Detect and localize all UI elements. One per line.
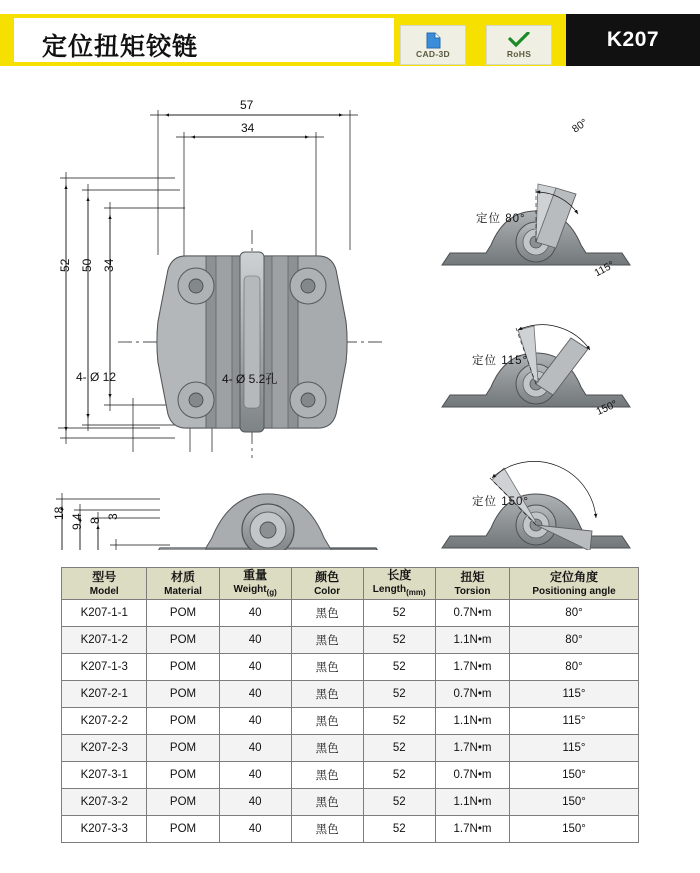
cell-weight: 40 <box>219 708 291 735</box>
cell-model: K207-3-3 <box>62 816 147 843</box>
cell-weight: 40 <box>219 816 291 843</box>
table-row[interactable] <box>62 816 639 843</box>
cell-positioning-angle: 80° <box>510 654 639 681</box>
cell-color: 黑色 <box>291 735 363 762</box>
col-weight <box>219 568 291 600</box>
badge-rohs-label: RoHS <box>506 48 532 59</box>
col-color <box>291 568 363 600</box>
cell-color: 黑色 <box>291 681 363 708</box>
cell-positioning-angle: 80° <box>510 600 639 627</box>
angle-label-115: 115° <box>592 258 617 280</box>
cell-model: K207-2-3 <box>62 735 147 762</box>
badge-cad-3d[interactable] <box>400 25 466 65</box>
cell-positioning-angle: 80° <box>510 627 639 654</box>
col-material-en: Material <box>164 585 202 597</box>
cell-weight: 40 <box>219 789 291 816</box>
cell-positioning-angle: 115° <box>510 708 639 735</box>
angle-view-80 <box>442 184 630 265</box>
cell-model: K207-1-2 <box>62 627 147 654</box>
cell-material: POM <box>147 708 219 735</box>
cell-color: 黑色 <box>291 789 363 816</box>
cell-material: POM <box>147 816 219 843</box>
cell-torsion: 1.1N•m <box>435 789 509 816</box>
col-length <box>363 568 435 600</box>
dim-width-inner: 34 <box>241 121 255 135</box>
dim-side-b: 9.4 <box>70 513 84 530</box>
angle-label-80: 80° <box>569 116 590 136</box>
cell-weight: 40 <box>219 762 291 789</box>
table-row[interactable] <box>62 735 639 762</box>
cell-model: K207-1-3 <box>62 654 147 681</box>
cell-length: 52 <box>363 654 435 681</box>
cell-length: 52 <box>363 735 435 762</box>
col-torsion-cn: 扭矩 <box>460 569 485 584</box>
table-row[interactable] <box>62 762 639 789</box>
cell-length: 52 <box>363 762 435 789</box>
cell-torsion: 1.7N•m <box>435 654 509 681</box>
angle-view-150 <box>442 461 630 550</box>
table-row[interactable] <box>62 681 639 708</box>
cell-positioning-angle: 150° <box>510 816 639 843</box>
cell-length: 52 <box>363 600 435 627</box>
cell-color: 黑色 <box>291 816 363 843</box>
angle-label-150: 150° <box>594 398 620 418</box>
cell-weight: 40 <box>219 735 291 762</box>
table-row[interactable] <box>62 708 639 735</box>
spec-table <box>61 567 639 843</box>
cell-weight: 40 <box>219 654 291 681</box>
spec-table-head <box>62 568 639 600</box>
dim-height-inner: 34 <box>102 258 116 272</box>
col-material <box>147 568 219 600</box>
page-title: 定位扭矩铰链 <box>42 33 199 61</box>
col-weight-cn: 重量 <box>243 568 268 582</box>
cell-torsion: 0.7N•m <box>435 762 509 789</box>
cell-torsion: 0.7N•m <box>435 681 509 708</box>
cell-material: POM <box>147 681 219 708</box>
dim-hole-right: 4- Ø 5.2孔 <box>222 372 278 386</box>
cell-positioning-angle: 115° <box>510 681 639 708</box>
cell-model: K207-1-1 <box>62 600 147 627</box>
cell-torsion: 1.1N•m <box>435 627 509 654</box>
cell-color: 黑色 <box>291 708 363 735</box>
cell-model: K207-3-1 <box>62 762 147 789</box>
col-weight-unit: (g) <box>266 588 277 597</box>
check-icon <box>508 32 530 49</box>
cell-torsion: 1.7N•m <box>435 816 509 843</box>
col-length-en: Length$_{(mm)}$ <box>372 584 426 597</box>
cell-color: 黑色 <box>291 600 363 627</box>
col-model-cn: 型号 <box>92 569 117 584</box>
cell-material: POM <box>147 627 219 654</box>
badge-cad-3d-label: CAD-3D <box>416 48 450 59</box>
spec-table-wrap <box>61 567 639 843</box>
col-color-cn: 颜色 <box>315 569 340 584</box>
cell-positioning-angle: 150° <box>510 762 639 789</box>
col-model-en: Model <box>89 585 119 597</box>
caption-115: 定位 115° <box>472 355 529 367</box>
dim-width-outer: 57 <box>240 98 254 112</box>
col-material-cn: 材质 <box>171 569 196 584</box>
cell-weight: 40 <box>219 681 291 708</box>
col-length-unit: (mm) <box>406 588 426 597</box>
cell-weight: 40 <box>219 600 291 627</box>
dim-side-d: 3 <box>106 513 120 520</box>
product-code <box>566 14 700 66</box>
cell-positioning-angle: 150° <box>510 789 639 816</box>
col-positioning-angle-cn: 定位角度 <box>549 569 598 584</box>
spec-table-body <box>62 600 639 843</box>
table-row[interactable] <box>62 600 639 627</box>
table-row[interactable] <box>62 627 639 654</box>
cell-length: 52 <box>363 816 435 843</box>
col-model <box>62 568 147 600</box>
drawing-canvas <box>0 80 700 550</box>
cell-positioning-angle: 115° <box>510 735 639 762</box>
cell-length: 52 <box>363 681 435 708</box>
page-header <box>0 0 700 80</box>
col-positioning-angle-en: Positioning angle <box>532 585 616 597</box>
dim-side-total: 18 <box>52 506 66 520</box>
table-header-row <box>62 568 639 600</box>
dim-side-c: 8 <box>88 517 102 524</box>
col-torsion-en: Torsion <box>454 585 491 597</box>
cell-length: 52 <box>363 708 435 735</box>
cell-torsion: 1.7N•m <box>435 735 509 762</box>
angle-view-115 <box>442 325 630 407</box>
cell-length: 52 <box>363 789 435 816</box>
cell-color: 黑色 <box>291 762 363 789</box>
dim-height-outer: 52 <box>58 258 72 272</box>
technical-drawing <box>0 80 700 550</box>
dim-height-mid: 50 <box>80 258 94 272</box>
cell-torsion: 0.7N•m <box>435 600 509 627</box>
cell-model: K207-2-2 <box>62 708 147 735</box>
cell-material: POM <box>147 654 219 681</box>
cell-torsion: 1.1N•m <box>435 708 509 735</box>
dim-hole-left: 4- Ø 12 <box>76 370 117 384</box>
col-torsion <box>435 568 509 600</box>
cell-color: 黑色 <box>291 654 363 681</box>
caption-80: 定位 80° <box>476 213 526 225</box>
document-icon <box>426 32 441 49</box>
table-row[interactable] <box>62 654 639 681</box>
cell-model: K207-3-2 <box>62 789 147 816</box>
caption-150: 定位 150° <box>472 496 529 508</box>
cell-length: 52 <box>363 627 435 654</box>
cell-material: POM <box>147 735 219 762</box>
cell-model: K207-2-1 <box>62 681 147 708</box>
cell-color: 黑色 <box>291 627 363 654</box>
product-code-label: K207 <box>606 28 660 51</box>
cell-weight: 40 <box>219 627 291 654</box>
col-weight-en: Weight$_{(g)}$ <box>233 584 277 597</box>
col-length-cn: 长度 <box>387 568 412 582</box>
badge-rohs[interactable] <box>486 25 552 65</box>
col-color-en: Color <box>314 585 341 597</box>
cell-material: POM <box>147 600 219 627</box>
top-view-body <box>157 252 347 432</box>
cell-material: POM <box>147 789 219 816</box>
col-positioning-angle <box>510 568 639 600</box>
cell-material: POM <box>147 762 219 789</box>
side-view-body <box>150 494 386 550</box>
table-row[interactable] <box>62 789 639 816</box>
